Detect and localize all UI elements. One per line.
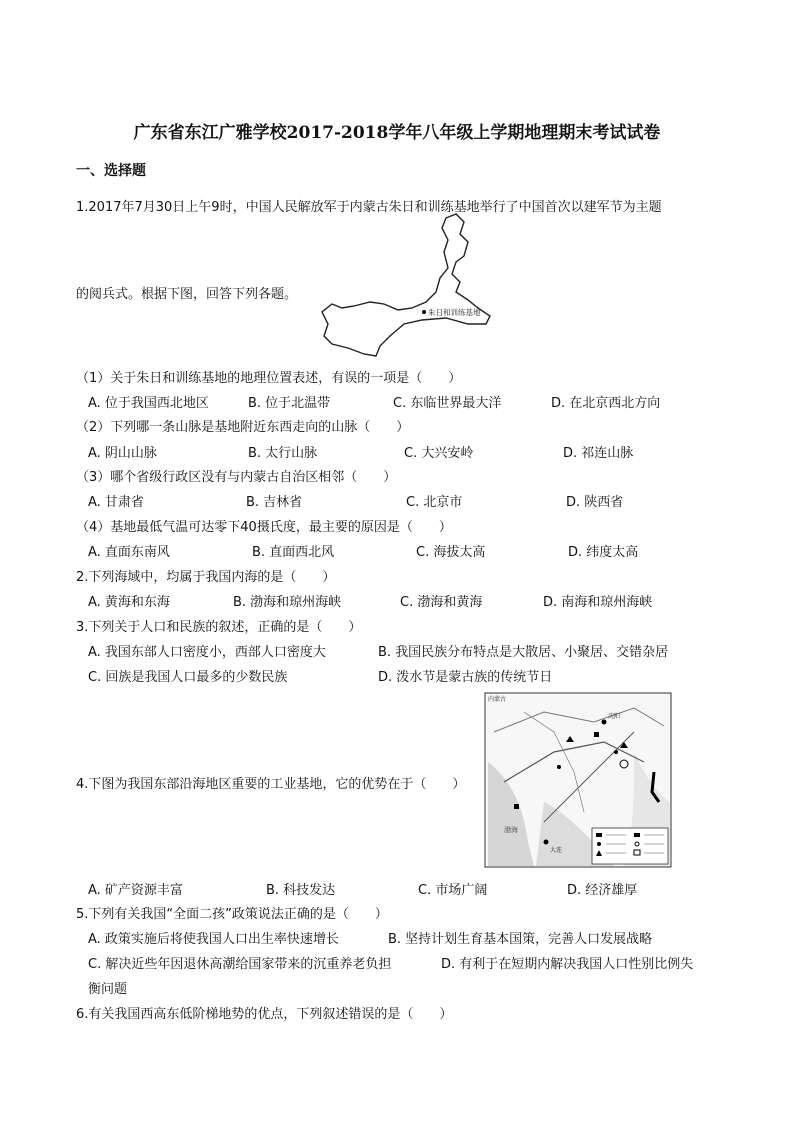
q4-option-a[interactable]: A. 矿产资源丰富	[88, 883, 183, 898]
liaoning-industrial-map	[484, 692, 672, 868]
q3-option-c[interactable]: C. 回族是我国人口最多的少数民族	[88, 670, 288, 685]
q1-sub2-option-c[interactable]: C. 大兴安岭	[404, 446, 474, 461]
page-title: 广东省东江广雅学校2017-2018学年八年级上学期地理期末考试试卷	[133, 123, 661, 143]
q3-option-b[interactable]: B. 我国民族分布特点是大散居、小聚居、交错杂居	[378, 645, 669, 660]
inner-mongolia-map	[318, 212, 508, 360]
q4-stem: 4.下图为我国东部沿海地区重要的工业基地，它的优势在于（ ）	[76, 777, 466, 792]
q1-sub1-option-d[interactable]: D. 在北京西北方向	[551, 396, 661, 411]
q1-sub3-option-d[interactable]: D. 陕西省	[566, 495, 624, 510]
q1-sub3-option-b[interactable]: B. 吉林省	[246, 495, 303, 510]
q5-stem: 5.下列有关我国“全面二孩”政策说法正确的是（ ）	[76, 907, 388, 922]
q2-option-a[interactable]: A. 黄海和东海	[88, 595, 170, 610]
map-label-base: 朱日和训练基地	[428, 308, 481, 317]
q1-sub3-stem: （3）哪个省级行政区没有与内蒙古自治区相邻（ ）	[76, 470, 397, 485]
q1-sub4-option-a[interactable]: A. 直面东南风	[88, 545, 170, 560]
q5-option-a[interactable]: A. 政策实施后将使我国人口出生率快速增长	[88, 932, 339, 947]
q1-sub4-option-c[interactable]: C. 海拔太高	[416, 545, 486, 560]
map-label-city1: 沈阳	[608, 713, 621, 720]
q1-stem-line2: 的阅兵式。根据下图，回答下列各题。	[76, 287, 298, 302]
q1-sub1-option-c[interactable]: C. 东临世界最大洋	[393, 396, 502, 411]
q2-option-d[interactable]: D. 南海和琼州海峡	[543, 595, 653, 610]
q2-option-c[interactable]: C. 渤海和黄海	[400, 595, 483, 610]
q3-option-a[interactable]: A. 我国东部人口密度小，西部人口密度大	[88, 645, 326, 660]
map-label-sea: 渤海	[504, 826, 518, 834]
q1-sub4-option-d[interactable]: D. 纬度太高	[568, 545, 639, 560]
map-label-city2: 大连	[550, 847, 563, 854]
q1-sub1-option-b[interactable]: B. 位于北温带	[248, 396, 331, 411]
q5-option-d[interactable]: D. 有利于在短期内解决我国人口性别比例失	[441, 957, 694, 972]
q1-sub4-stem: （4）基地最低气温可达零下40摄氏度，最主要的原因是（ ）	[76, 520, 452, 535]
q1-sub1-option-a[interactable]: A. 位于我国西北地区	[88, 396, 209, 411]
q5-option-d-continued: 衡问题	[88, 982, 128, 997]
q3-stem: 3.下列关于人口和民族的叙述，正确的是（ ）	[76, 620, 362, 635]
q3-option-d[interactable]: D. 泼水节是蒙古族的传统节日	[378, 670, 553, 685]
q1-stem-line1: 1.2017年7月30日上午9时，中国人民解放军于内蒙古朱日和训练基地举行了中国首次以建军节为主题	[76, 200, 662, 215]
map-legend	[592, 828, 668, 864]
q5-option-b[interactable]: B. 坚持计划生育基本国策，完善人口发展战略	[388, 932, 653, 947]
q4-option-b[interactable]: B. 科技发达	[266, 883, 336, 898]
q1-sub2-option-d[interactable]: D. 祁连山脉	[563, 446, 634, 461]
q5-option-c[interactable]: C. 解决近些年因退休高潮给国家带来的沉重养老负担	[88, 957, 392, 972]
base-marker	[422, 310, 426, 314]
section-heading: 一、选择题	[76, 163, 146, 179]
map-label-corner: 内蒙古	[488, 696, 507, 703]
q1-sub2-option-a[interactable]: A. 阴山山脉	[88, 446, 157, 461]
q2-option-b[interactable]: B. 渤海和琼州海峡	[233, 595, 342, 610]
q6-stem: 6.有关我国西高东低阶梯地势的优点，下列叙述错误的是（ ）	[76, 1007, 453, 1022]
q1-sub3-option-a[interactable]: A. 甘肃省	[88, 495, 144, 510]
q2-stem: 2.下列海域中，均属于我国内海的是（ ）	[76, 570, 336, 585]
q1-sub4-option-b[interactable]: B. 直面西北风	[252, 545, 335, 560]
q1-sub1-stem: （1）关于朱日和训练基地的地理位置表述，有误的一项是（ ）	[76, 371, 462, 386]
q4-option-c[interactable]: C. 市场广阔	[418, 883, 488, 898]
q4-option-d[interactable]: D. 经济雄厚	[567, 883, 638, 898]
q1-sub2-stem: （2）下列哪一条山脉是基地附近东西走向的山脉（ ）	[76, 420, 410, 435]
q1-sub2-option-b[interactable]: B. 太行山脉	[248, 446, 318, 461]
q1-sub3-option-c[interactable]: C. 北京市	[406, 495, 463, 510]
